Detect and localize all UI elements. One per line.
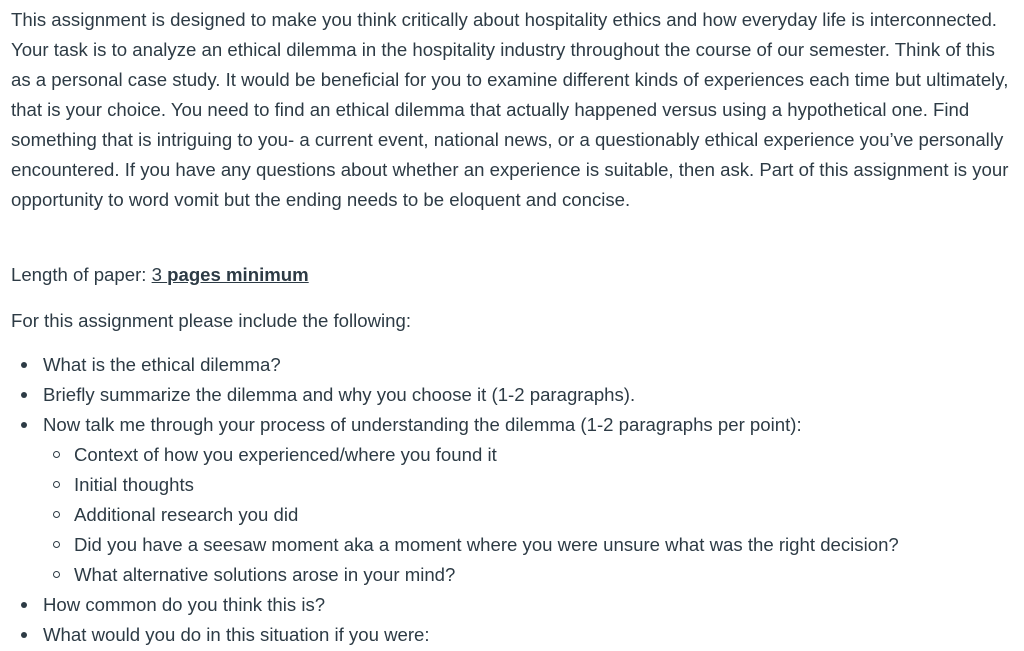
list-item-label: Now talk me through your process of understanding the dilemma (1-2 paragraphs per point):	[43, 414, 802, 435]
sublist-item: Context of how you experienced/where you found it	[43, 440, 899, 470]
list-item: What would you do in this situation if you were:	[11, 620, 899, 650]
sublist-item: Additional research you did	[43, 500, 899, 530]
process-sublist	[43, 440, 899, 590]
requirements-list	[11, 350, 899, 650]
paper-length-line	[11, 260, 309, 290]
list-item: What is the ethical dilemma?	[11, 350, 899, 380]
sublist-item: Did you have a seesaw moment aka a moment where you were unsure what was the right decision?	[43, 530, 899, 560]
assignment-document	[11, 5, 1016, 645]
list-item-process	[11, 410, 899, 590]
include-heading: For this assignment please include the following:	[11, 310, 411, 331]
sublist-item: Initial thoughts	[43, 470, 899, 500]
sublist-item: What alternative solutions arose in your mind?	[43, 560, 899, 590]
paper-length-requirement: pages minimum	[167, 264, 309, 285]
list-item: How common do you think this is?	[11, 590, 899, 620]
paper-length-value: 3	[151, 264, 168, 285]
intro-paragraph: This assignment is designed to make you think critically about hospitality ethics and how everyday life is interconnected. Your task is to analyze an ethical dilemma in the hospitality industry throughout the course of our semester. Think of this as a personal case study. It would be beneficial for you to examine different kinds of experiences each time but ultimately, that is your choice. You need to find an ethical dilemma that actually happened versus using a hypothetical one. Find something that is intriguing to you- a current event, national news, or a questionably ethical experience you’ve personally encountered. If you have any questions about whether an experience is suitable, then ask. Part of this assignment is your opportunity to word vomit but the ending needs to be eloquent and concise.	[11, 9, 1009, 210]
list-item: Briefly summarize the dilemma and why you choose it (1-2 paragraphs).	[11, 380, 899, 410]
paper-length-label: Length of paper:	[11, 264, 152, 285]
